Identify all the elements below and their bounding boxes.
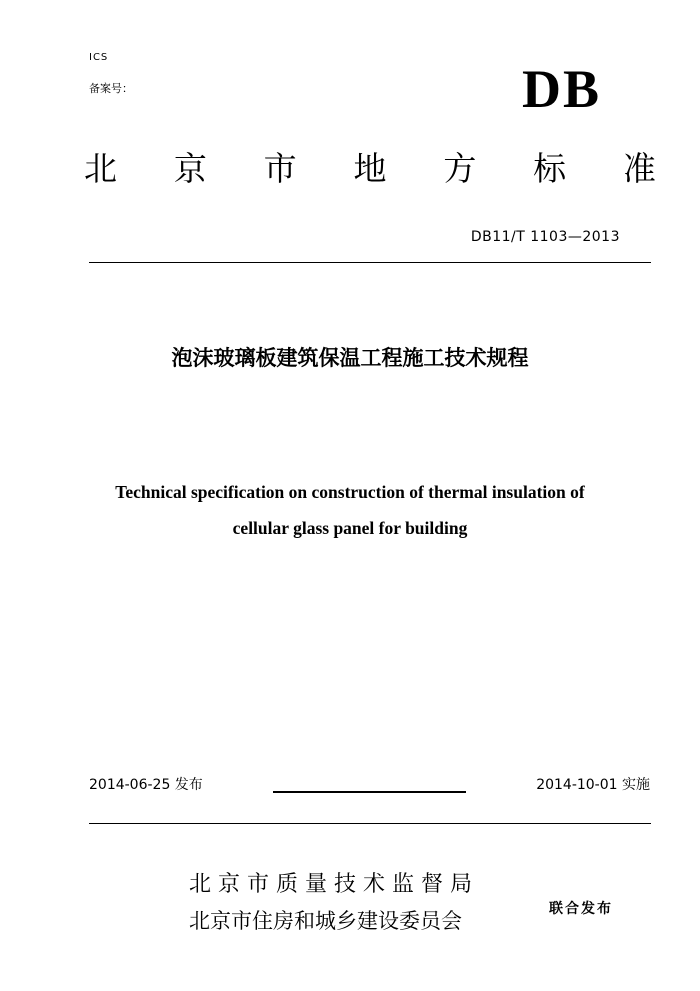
db-logo: DB — [522, 59, 602, 119]
header-divider — [89, 262, 651, 263]
standard-type-char: 京 — [173, 149, 207, 188]
record-number-label: 备案号： — [89, 82, 133, 95]
standard-number: DB11/T 1103—2013 — [470, 229, 620, 245]
standard-type-char: 地 — [353, 149, 387, 188]
issuer-quality-bureau: 北京市质量技术监督局 — [189, 872, 480, 897]
standard-type-char: 标 — [533, 149, 567, 188]
date-separator-line — [273, 791, 466, 793]
issue-date: 2014-06-25 发布 — [89, 777, 203, 793]
chinese-title: 泡沫玻璃板建筑保温工程施工技术规程 — [171, 346, 529, 370]
standard-type-char: 准 — [622, 149, 656, 188]
joint-release-label: 联合发布 — [549, 901, 613, 917]
standard-type-char: 北 — [84, 149, 117, 188]
footer-divider — [89, 823, 651, 824]
issuer-housing-commission: 北京市住房和城乡建设委员会 — [189, 909, 462, 933]
standard-type-heading — [84, 149, 656, 188]
english-title-line-2: cellular glass panel for building — [232, 518, 468, 538]
implementation-date: 2014-10-01 实施 — [536, 777, 650, 793]
english-title — [0, 474, 700, 546]
english-title-line-1: Technical specification on construction of thermal insulation of — [115, 482, 585, 502]
standard-type-char: 方 — [443, 149, 477, 188]
ics-label: ICS — [89, 52, 109, 63]
standard-type-char: 市 — [263, 149, 297, 188]
